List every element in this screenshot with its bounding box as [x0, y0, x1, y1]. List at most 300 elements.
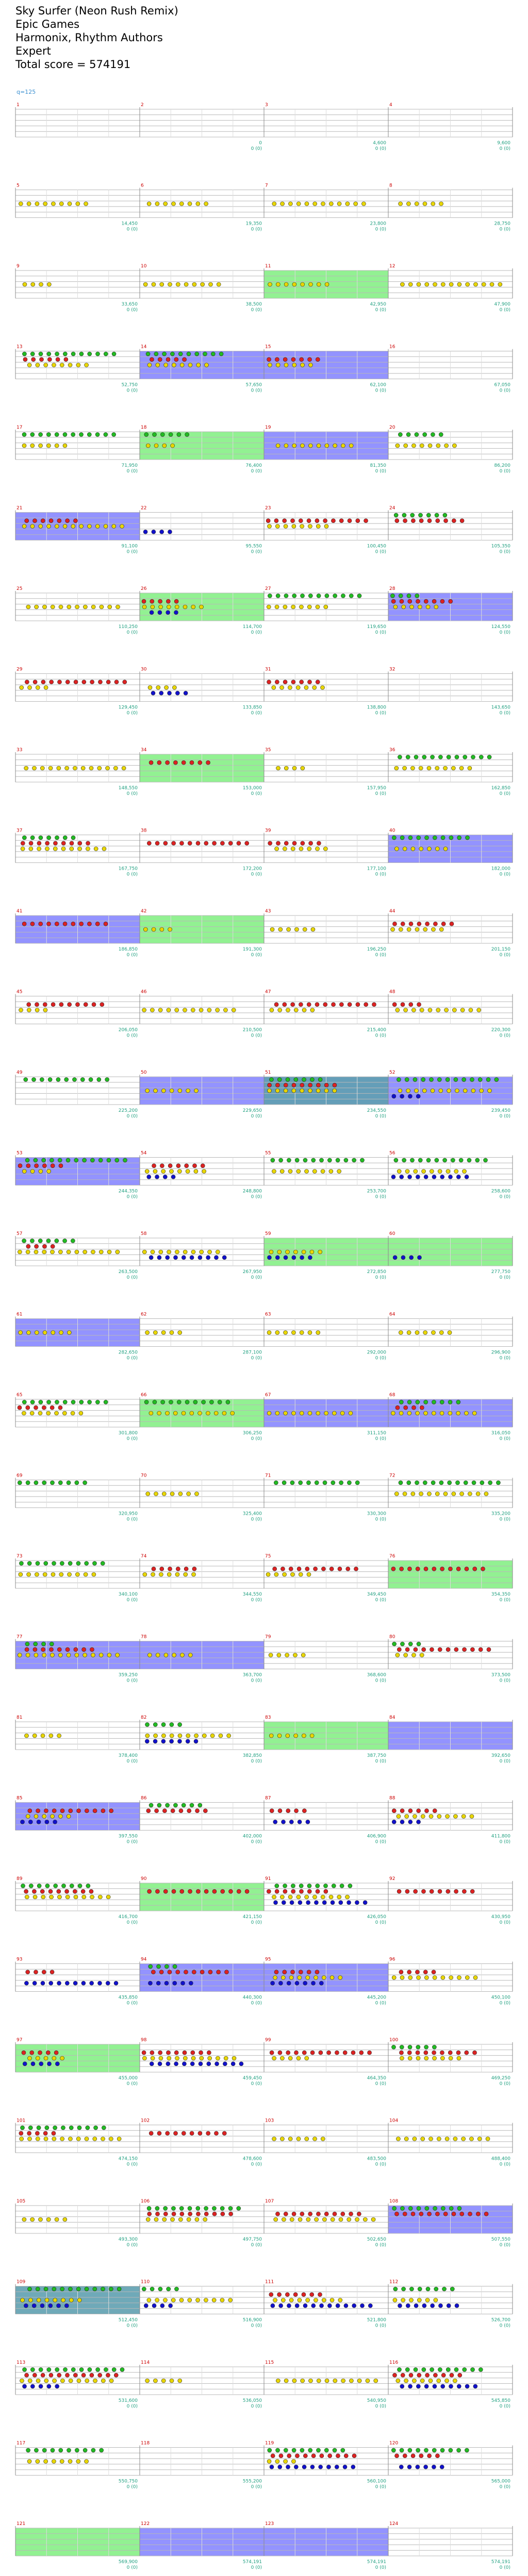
note-yellow	[411, 1492, 415, 1496]
note-blue	[319, 2465, 323, 2469]
measure-score-bonus: 0 (0)	[499, 469, 510, 474]
note-green	[167, 2287, 171, 2291]
note-blue	[45, 1820, 49, 1824]
note-blue	[177, 1739, 182, 1743]
measure-score: 4,600	[373, 141, 386, 146]
note-yellow	[272, 202, 276, 206]
note-blue	[97, 1981, 102, 1985]
note-green	[275, 1884, 279, 1888]
note-yellow	[83, 1250, 87, 1254]
note-red	[182, 760, 186, 765]
note-red	[168, 1164, 172, 1168]
note-yellow	[156, 1653, 160, 1657]
note-yellow	[45, 2298, 49, 2302]
note-yellow	[106, 1895, 110, 1899]
note-green	[202, 1400, 206, 1404]
note-green	[310, 1077, 314, 1081]
note-red	[201, 1164, 205, 1168]
note-yellow	[345, 1895, 350, 1899]
note-red	[448, 2050, 452, 2055]
note-green	[153, 432, 157, 436]
measure-score-bonus: 0 (0)	[499, 1355, 510, 1361]
note-yellow	[198, 1411, 202, 1415]
note-yellow	[84, 1572, 88, 1577]
note-red	[432, 599, 436, 603]
measure-score-bonus: 0 (0)	[126, 2404, 138, 2409]
measure-score-bonus: 0 (0)	[126, 1355, 138, 1361]
note-red	[356, 519, 360, 523]
measure-number: 117	[16, 2441, 26, 2446]
note-green	[19, 1561, 23, 1565]
note-blue	[408, 1820, 412, 1824]
note-blue	[273, 1820, 277, 1824]
measure-number: 64	[389, 1312, 395, 1317]
note-green	[408, 2045, 412, 2049]
note-green	[459, 1158, 463, 1162]
note-green	[85, 1561, 89, 1565]
note-red	[25, 2373, 29, 2377]
note-red	[58, 1405, 62, 1410]
note-yellow	[53, 2379, 57, 2383]
note-yellow	[210, 1734, 214, 1738]
note-red	[166, 599, 170, 603]
note-yellow	[275, 2460, 279, 2464]
note-yellow	[452, 1492, 456, 1496]
note-red	[307, 519, 311, 523]
note-red	[310, 2050, 315, 2055]
note-green	[390, 594, 394, 598]
note-red	[275, 1083, 279, 1087]
note-red	[270, 2050, 274, 2055]
note-green	[203, 352, 207, 356]
note-blue	[407, 2465, 411, 2469]
note-yellow	[160, 927, 164, 931]
note-blue	[163, 1175, 167, 1179]
measure-score: 455,000	[118, 2076, 138, 2081]
note-red	[158, 599, 162, 603]
note-red	[266, 519, 270, 523]
note-green	[316, 1884, 320, 1888]
note-red	[327, 2050, 331, 2055]
note-yellow	[159, 1250, 163, 1254]
note-red	[56, 358, 60, 362]
note-yellow	[55, 1411, 59, 1415]
difficulty-label: Expert	[15, 45, 51, 57]
note-yellow	[150, 1008, 154, 1012]
measure-number: 61	[16, 1312, 23, 1317]
note-red	[440, 1567, 444, 1571]
note-red	[303, 2454, 307, 2458]
note-green	[400, 2448, 404, 2452]
note-blue	[175, 691, 179, 695]
note-blue	[352, 2303, 356, 2308]
note-red	[147, 2212, 152, 2216]
measure-number: 57	[16, 1231, 23, 1236]
measure-score: 560,100	[367, 2479, 386, 2484]
measure-score: 373,500	[491, 1672, 510, 1678]
note-yellow	[440, 2056, 444, 2060]
note-blue	[174, 611, 178, 615]
note-yellow	[184, 282, 188, 286]
measure-score: 86,200	[494, 463, 510, 468]
measure-score-bonus: 0 (0)	[251, 872, 262, 877]
measure-number: 70	[141, 1473, 147, 1479]
note-green	[50, 1158, 54, 1162]
note-green	[463, 755, 467, 759]
measure-score-bonus: 0 (0)	[375, 2565, 386, 2570]
measure-score: 167,750	[118, 866, 138, 872]
note-red	[476, 2212, 480, 2216]
note-green	[408, 1642, 412, 1646]
measure-score-bonus: 0 (0)	[126, 1517, 138, 1522]
note-green	[42, 1158, 46, 1162]
note-red	[416, 1567, 420, 1571]
note-yellow	[35, 605, 39, 609]
note-green	[284, 594, 288, 598]
note-yellow	[289, 2298, 293, 2302]
note-yellow	[186, 1170, 190, 1174]
note-yellow	[61, 2298, 65, 2302]
note-blue	[21, 1820, 25, 1824]
note-red	[316, 2212, 320, 2216]
note-yellow	[18, 1653, 22, 1657]
note-blue	[322, 1901, 326, 1905]
note-yellow	[187, 2217, 191, 2222]
note-green	[158, 2287, 162, 2291]
note-blue	[473, 2384, 477, 2388]
note-yellow	[427, 1492, 431, 1496]
note-red	[409, 1003, 413, 1007]
note-yellow	[33, 1895, 37, 1899]
note-yellow	[30, 1170, 35, 1174]
note-red	[357, 2212, 361, 2216]
measure-score: 182,000	[491, 866, 510, 872]
note-green	[276, 594, 280, 598]
note-red	[37, 841, 41, 845]
measure-score: 301,800	[118, 1431, 138, 1436]
note-yellow	[414, 1089, 418, 1093]
measure-number: 101	[16, 2118, 26, 2124]
note-red	[421, 1889, 425, 1893]
note-yellow	[444, 1008, 449, 1012]
note-yellow	[216, 1008, 220, 1012]
measure-number: 20	[389, 425, 395, 430]
measure-number: 59	[265, 1231, 271, 1236]
note-blue	[455, 2303, 459, 2308]
note-yellow	[36, 363, 40, 367]
note-yellow	[347, 2217, 351, 2222]
note-green	[123, 1158, 127, 1162]
measure-score-bonus: 0 (0)	[126, 1436, 138, 1442]
note-blue	[148, 1981, 152, 1985]
note-green	[426, 513, 431, 517]
note-green	[415, 1481, 419, 1485]
measure-score-bonus: 0 (0)	[375, 872, 386, 877]
measure-score-bonus: 0 (0)	[251, 227, 262, 232]
note-red	[81, 1889, 85, 1893]
note-yellow	[394, 847, 399, 851]
note-red	[57, 2373, 61, 2377]
note-red	[465, 1567, 469, 1571]
note-red	[65, 680, 70, 684]
note-yellow	[173, 1411, 177, 1415]
note-green	[160, 432, 164, 436]
note-red	[407, 1567, 411, 1571]
note-yellow	[175, 2056, 179, 2060]
note-yellow	[98, 1895, 102, 1899]
note-yellow	[200, 2056, 204, 2060]
note-red	[199, 2050, 203, 2055]
measure-score: 133,850	[242, 705, 262, 710]
note-green	[496, 1481, 500, 1485]
measure-score-bonus: 0 (0)	[251, 2484, 262, 2490]
measure-number: 62	[141, 1312, 147, 1317]
note-red	[423, 1970, 427, 1974]
note-green	[63, 836, 67, 840]
note-yellow	[206, 1411, 210, 1415]
note-green	[430, 1077, 434, 1081]
note-red	[245, 841, 249, 845]
note-red	[293, 2293, 298, 2297]
note-blue	[347, 1901, 351, 1905]
note-red	[346, 1567, 350, 1571]
note-green	[426, 2287, 430, 2291]
note-yellow	[401, 2298, 405, 2302]
note-blue	[302, 2465, 306, 2469]
note-green	[173, 1964, 177, 1969]
note-blue	[303, 1981, 307, 1985]
note-yellow	[146, 2217, 150, 2222]
note-blue	[400, 1820, 404, 1824]
note-yellow	[393, 2298, 397, 2302]
note-red	[163, 2212, 168, 2216]
note-red	[401, 1003, 405, 1007]
note-yellow	[200, 605, 204, 609]
note-green	[36, 1561, 40, 1565]
note-yellow	[42, 1653, 46, 1657]
note-green	[144, 1400, 148, 1404]
measure-score: 47,900	[494, 302, 510, 307]
note-red	[395, 519, 399, 523]
measure-score: 464,350	[367, 2076, 386, 2081]
note-green	[349, 594, 353, 598]
note-yellow	[92, 1572, 96, 1577]
note-yellow	[178, 1331, 182, 1335]
measure-number: 93	[16, 1957, 23, 1962]
note-yellow	[162, 2217, 167, 2222]
note-green	[470, 1077, 474, 1081]
note-yellow	[34, 1250, 38, 1254]
note-yellow	[188, 363, 192, 367]
note-yellow	[156, 686, 160, 690]
note-yellow	[268, 282, 272, 286]
note-red	[267, 1889, 271, 1893]
note-blue	[406, 2303, 410, 2308]
note-green	[318, 1077, 322, 1081]
note-red	[82, 680, 86, 684]
measure-score-bonus: 0 (0)	[375, 791, 386, 796]
note-blue	[433, 2384, 437, 2388]
measure-score: 335,200	[491, 1511, 510, 1517]
note-blue	[355, 1901, 359, 1905]
note-green	[198, 1803, 202, 1807]
measure-number: 50	[141, 1070, 147, 1075]
note-red	[176, 1164, 180, 1168]
note-red	[19, 2131, 23, 2136]
note-red	[427, 519, 432, 523]
note-green	[67, 1481, 71, 1485]
note-yellow	[60, 2056, 64, 2060]
measure-number: 98	[141, 2038, 147, 2043]
measure-score-bonus: 0 (0)	[126, 791, 138, 796]
note-red	[435, 2212, 439, 2216]
note-yellow	[451, 766, 455, 770]
note-yellow	[394, 1492, 399, 1496]
note-green	[218, 1400, 222, 1404]
note-red	[300, 358, 304, 362]
note-yellow	[460, 1492, 464, 1496]
measure-number: 87	[265, 1795, 271, 1801]
note-green	[457, 836, 461, 840]
note-yellow	[431, 1331, 435, 1335]
measure-score-bonus: 0 (0)	[375, 2243, 386, 2248]
note-green	[274, 1481, 278, 1485]
note-blue	[424, 2465, 428, 2469]
note-red	[78, 841, 82, 845]
note-green	[30, 1239, 34, 1243]
measure-score-bonus: 0 (0)	[251, 388, 262, 394]
note-green	[34, 2448, 38, 2452]
note-red	[184, 1567, 188, 1571]
note-green	[295, 1158, 299, 1162]
measure-score-bonus: 0 (0)	[375, 710, 386, 716]
note-red	[60, 1809, 64, 1813]
note-yellow	[395, 444, 400, 448]
note-yellow	[393, 605, 398, 609]
note-red	[417, 1809, 421, 1813]
note-yellow	[301, 2379, 305, 2383]
note-green	[22, 352, 26, 356]
note-red	[95, 922, 100, 926]
note-red	[338, 1567, 342, 1571]
measure-score: 421,150	[242, 1914, 262, 1920]
note-yellow	[313, 2137, 317, 2141]
note-blue	[331, 1901, 335, 1905]
note-red	[302, 2050, 306, 2055]
note-red	[217, 1970, 221, 1974]
note-red	[191, 2050, 195, 2055]
note-green	[402, 513, 406, 517]
note-blue	[239, 2062, 243, 2066]
note-yellow	[171, 2298, 175, 2302]
measure-score-bonus: 0 (0)	[126, 2565, 138, 2570]
note-yellow	[349, 444, 353, 448]
note-red	[203, 1809, 207, 1813]
note-yellow	[486, 2137, 490, 2141]
note-red	[38, 2050, 42, 2055]
note-yellow	[182, 1411, 186, 1415]
note-yellow	[21, 2298, 25, 2302]
note-yellow	[317, 282, 321, 286]
note-red	[65, 1648, 70, 1652]
note-red	[195, 1809, 200, 1813]
note-green	[63, 2367, 67, 2371]
measure-number: 95	[265, 1957, 271, 1962]
note-red	[317, 841, 321, 845]
note-yellow	[25, 1895, 29, 1899]
note-yellow	[61, 847, 65, 851]
measure-score: 172,200	[242, 866, 262, 872]
note-yellow	[444, 444, 449, 448]
note-red	[309, 841, 313, 845]
note-blue	[314, 1901, 318, 1905]
note-red	[409, 922, 413, 926]
note-red	[284, 2212, 288, 2216]
note-yellow	[216, 1250, 220, 1254]
note-blue	[156, 1981, 160, 1985]
note-red	[430, 1889, 434, 1893]
note-green	[410, 1158, 414, 1162]
measure-score-bonus: 0 (0)	[126, 1598, 138, 1603]
note-yellow	[41, 1895, 45, 1899]
note-blue	[438, 2303, 442, 2308]
note-yellow	[307, 847, 311, 851]
measure-score-bonus: 0 (0)	[499, 1920, 510, 1925]
note-yellow	[154, 444, 158, 448]
measure-score-bonus: 0 (0)	[251, 2081, 262, 2087]
note-blue	[49, 1981, 53, 1985]
note-green	[92, 1561, 96, 1565]
measure-score-bonus: 0 (0)	[251, 1678, 262, 1684]
measure-score-bonus: 0 (0)	[375, 1355, 386, 1361]
note-red	[86, 841, 90, 845]
note-yellow	[482, 282, 486, 286]
measure-number: 91	[265, 1876, 271, 1882]
note-green	[60, 1561, 64, 1565]
note-green	[425, 2206, 429, 2210]
note-yellow	[284, 766, 288, 770]
note-yellow	[498, 282, 502, 286]
note-yellow	[154, 1734, 158, 1738]
note-yellow	[147, 2298, 151, 2302]
note-green	[36, 2287, 40, 2291]
measure-score: 67,050	[494, 382, 510, 388]
measure-number: 41	[16, 909, 23, 914]
note-green	[72, 1077, 76, 1081]
note-red	[142, 2050, 146, 2055]
note-green	[53, 2126, 57, 2130]
note-red	[278, 2050, 282, 2055]
note-green	[23, 2367, 27, 2371]
note-yellow	[289, 1976, 293, 1980]
note-yellow	[337, 1170, 341, 1174]
note-yellow	[292, 766, 296, 770]
note-yellow	[161, 1734, 166, 1738]
note-green	[303, 1158, 307, 1162]
note-red	[27, 2131, 31, 2136]
note-green	[39, 836, 43, 840]
note-yellow	[57, 1895, 61, 1899]
note-green	[451, 1158, 455, 1162]
measure-score: 340,100	[118, 1592, 138, 1597]
note-yellow	[266, 1572, 270, 1577]
note-green	[107, 1158, 111, 1162]
note-red	[47, 358, 52, 362]
note-yellow	[102, 847, 106, 851]
measure-score-bonus: 0 (0)	[499, 146, 510, 151]
note-yellow	[20, 2137, 24, 2141]
measure-number: 122	[141, 2521, 150, 2527]
